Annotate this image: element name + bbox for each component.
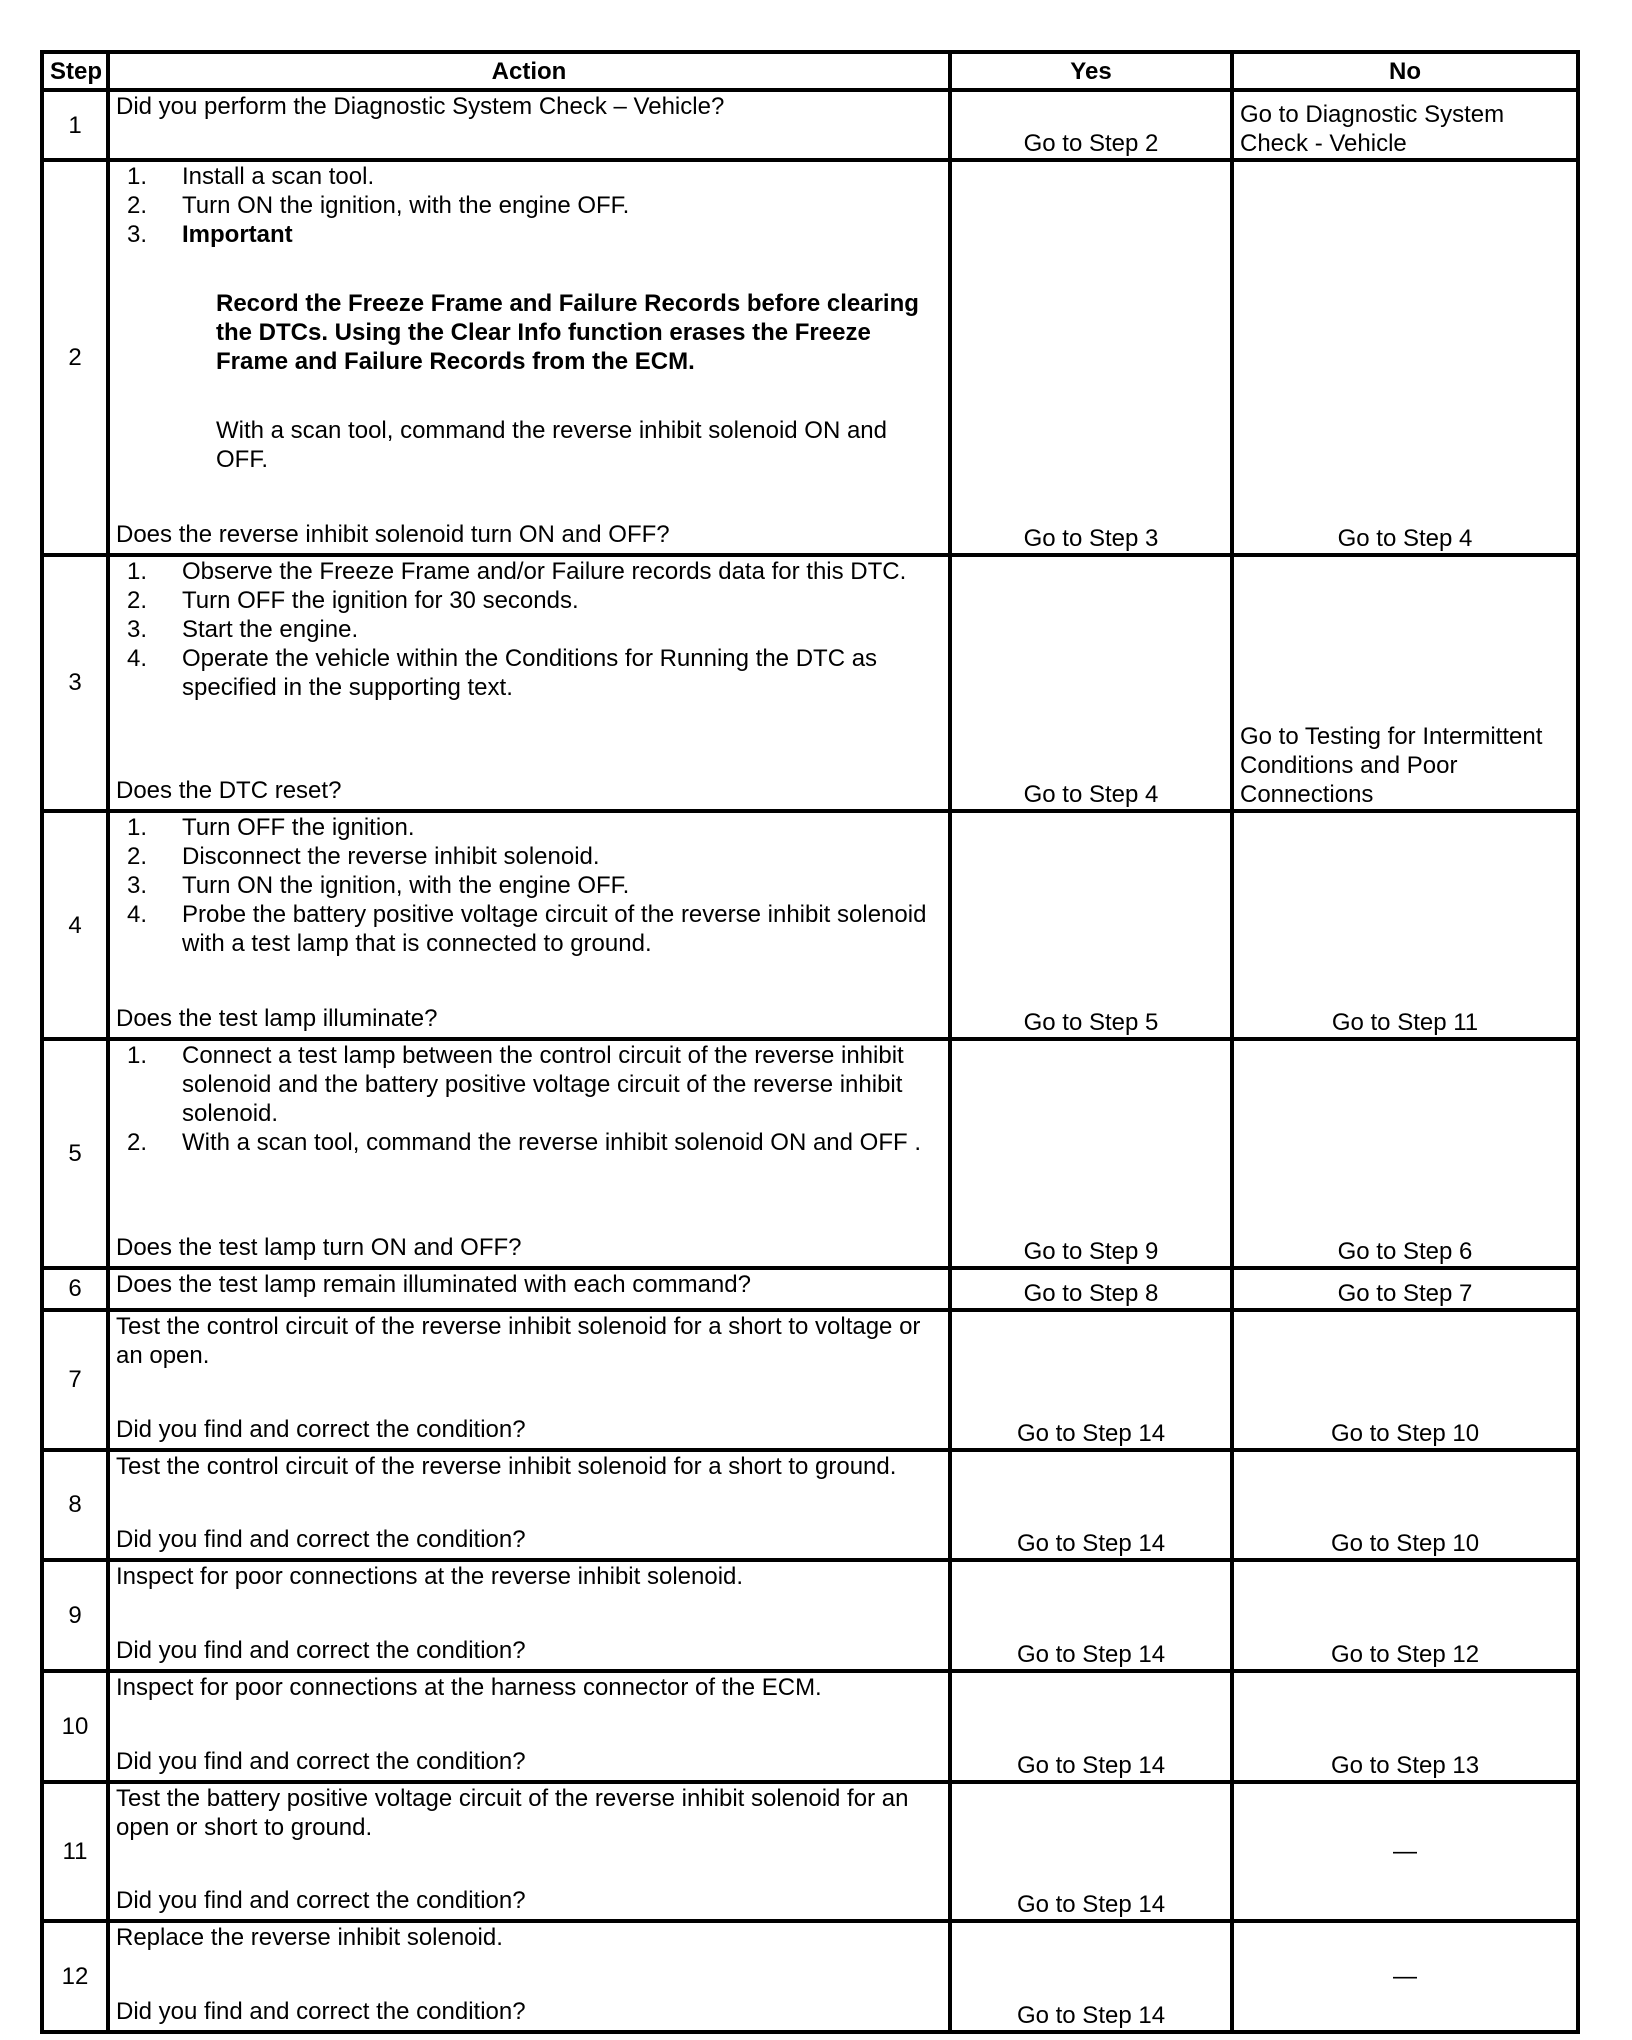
diagnostic-table [40, 50, 1580, 2034]
no-result: Go to Step 12 [1232, 1560, 1578, 1671]
table-row [42, 1782, 1578, 1922]
list-item: 1. Install a scan tool. [126, 163, 375, 191]
header-action: Action [108, 52, 950, 90]
list-item: 2. Turn ON the ignition, with the engine OFF. [126, 192, 630, 220]
step-number: 5 [42, 1039, 108, 1267]
step-number: 9 [42, 1560, 108, 1671]
question-text: Does the reverse inhibit solenoid turn ON and OFF? [116, 520, 670, 548]
action-cell [108, 811, 950, 1039]
step-number: 12 [42, 1921, 108, 2032]
step-number: 2 [42, 160, 108, 554]
action-cell [108, 1671, 950, 1782]
list-item: 2. Disconnect the reverse inhibit solenoid. [126, 843, 600, 871]
step-number: 8 [42, 1450, 108, 1561]
no-result: Go to Step 11 [1232, 811, 1578, 1039]
table-row [42, 1039, 1578, 1267]
important-note: Record the Freeze Frame and Failure Records before clearing the DTCs. Using the Clear Info function erases the Freeze Frame and Failure Records from the ECM. [216, 290, 919, 376]
no-result: Go to Step 10 [1232, 1310, 1578, 1450]
question-text: Does the DTC reset? [116, 777, 342, 805]
action-text: Test the control circuit of the reverse inhibit solenoid for a short to voltage or an open. [116, 1312, 921, 1369]
table-row [42, 160, 1578, 554]
step-number: 1 [42, 90, 108, 160]
list-item: 4. Operate the vehicle within the Conditions for Running the DTC as specified in the supporting text. [126, 644, 878, 701]
table-row [42, 90, 1578, 160]
list-item: 3. Important [126, 221, 293, 249]
followup-instruction: With a scan tool, command the reverse inhibit solenoid ON and OFF. [216, 417, 888, 474]
action-steps [116, 557, 942, 702]
action-cell [108, 555, 950, 811]
no-result: Go to Step 10 [1232, 1450, 1578, 1561]
yes-result: Go to Step 14 [950, 1310, 1232, 1450]
list-item: 1. Connect a test lamp between the control circuit of the reverse inhibit solenoid and the battery positive voltage circuit of the reverse inhibit solenoid. [126, 1042, 904, 1128]
yes-result: Go to Step 14 [950, 1782, 1232, 1922]
table-row [42, 1450, 1578, 1561]
yes-result: Go to Step 4 [950, 555, 1232, 811]
no-result: Go to Step 6 [1232, 1039, 1578, 1267]
action-cell [108, 1310, 950, 1450]
table-row [42, 1921, 1578, 2032]
action-text: Test the control circuit of the reverse inhibit solenoid for a short to ground. [116, 1452, 897, 1480]
action-text: Inspect for poor connections at the harness connector of the ECM. [116, 1673, 822, 1701]
list-item: 2. Turn OFF the ignition for 30 seconds. [126, 586, 579, 614]
question-text: Did you find and correct the condition? [116, 1415, 526, 1443]
question-text: Does the test lamp illuminate? [116, 1005, 438, 1033]
no-result: Go to Step 7 [1232, 1268, 1578, 1310]
question-text: Did you find and correct the condition? [116, 1998, 526, 2025]
list-item: 3. Turn ON the ignition, with the engine OFF. [126, 872, 630, 900]
table-row [42, 1671, 1578, 1782]
step-number: 3 [42, 555, 108, 811]
table-row [42, 1560, 1578, 1671]
list-item: 2. With a scan tool, command the reverse inhibit solenoid ON and OFF . [126, 1129, 921, 1157]
action-text: Does the test lamp remain illuminated with each command? [108, 1268, 950, 1310]
yes-result: Go to Step 2 [950, 90, 1232, 160]
action-cell [108, 1921, 950, 2032]
yes-result: Go to Step 14 [950, 1921, 1232, 2032]
step-number: 10 [42, 1671, 108, 1782]
yes-result: Go to Step 14 [950, 1671, 1232, 1782]
yes-result: Go to Step 14 [950, 1450, 1232, 1561]
no-result: Go to Step 4 [1232, 160, 1578, 554]
header-yes: Yes [950, 52, 1232, 90]
action-text: Test the battery positive voltage circuit of the reverse inhibit solenoid for an open or short to ground. [116, 1784, 909, 1841]
header-row [42, 52, 1578, 90]
no-result: — [1232, 1782, 1578, 1922]
table-row [42, 1268, 1578, 1310]
table-row [42, 1310, 1578, 1450]
action-steps [116, 1041, 942, 1157]
table-row [42, 555, 1578, 811]
yes-result: Go to Step 8 [950, 1268, 1232, 1310]
action-text: Did you perform the Diagnostic System Check – Vehicle? [108, 90, 950, 160]
action-steps [116, 813, 942, 958]
no-result: Go to Step 13 [1232, 1671, 1578, 1782]
yes-result: Go to Step 9 [950, 1039, 1232, 1267]
step-number: 11 [42, 1782, 108, 1922]
no-result: Go to Testing for Intermittent Conditions and Poor Connections [1232, 555, 1578, 811]
header-step: Step [42, 52, 108, 90]
action-cell [108, 1782, 950, 1922]
step-number: 7 [42, 1310, 108, 1450]
action-steps [116, 162, 942, 249]
question-text: Did you find and correct the condition? [116, 1636, 526, 1664]
list-item: 4. Probe the battery positive voltage circuit of the reverse inhibit solenoid with a test lamp that is connected to ground. [126, 901, 927, 958]
step-number: 4 [42, 811, 108, 1039]
yes-result: Go to Step 3 [950, 160, 1232, 554]
action-cell [108, 1450, 950, 1561]
action-text: Replace the reverse inhibit solenoid. [116, 1924, 503, 1952]
action-cell [108, 1560, 950, 1671]
header-no: No [1232, 52, 1578, 90]
no-result: — [1232, 1921, 1578, 2032]
question-text: Did you find and correct the condition? [116, 1887, 526, 1915]
action-text: Inspect for poor connections at the reverse inhibit solenoid. [116, 1563, 744, 1591]
table-row [42, 811, 1578, 1039]
yes-result: Go to Step 14 [950, 1560, 1232, 1671]
action-cell [108, 160, 950, 554]
action-cell [108, 1039, 950, 1267]
no-result: Go to Diagnostic System Check - Vehicle [1232, 90, 1578, 160]
list-item: 1. Observe the Freeze Frame and/or Failure records data for this DTC. [126, 557, 907, 585]
question-text: Did you find and correct the condition? [116, 1526, 526, 1554]
step-number: 6 [42, 1268, 108, 1310]
list-item: 3. Start the engine. [126, 615, 359, 643]
list-item: 1. Turn OFF the ignition. [126, 814, 415, 842]
question-text: Did you find and correct the condition? [116, 1747, 526, 1775]
yes-result: Go to Step 5 [950, 811, 1232, 1039]
question-text: Does the test lamp turn ON and OFF? [116, 1233, 522, 1261]
